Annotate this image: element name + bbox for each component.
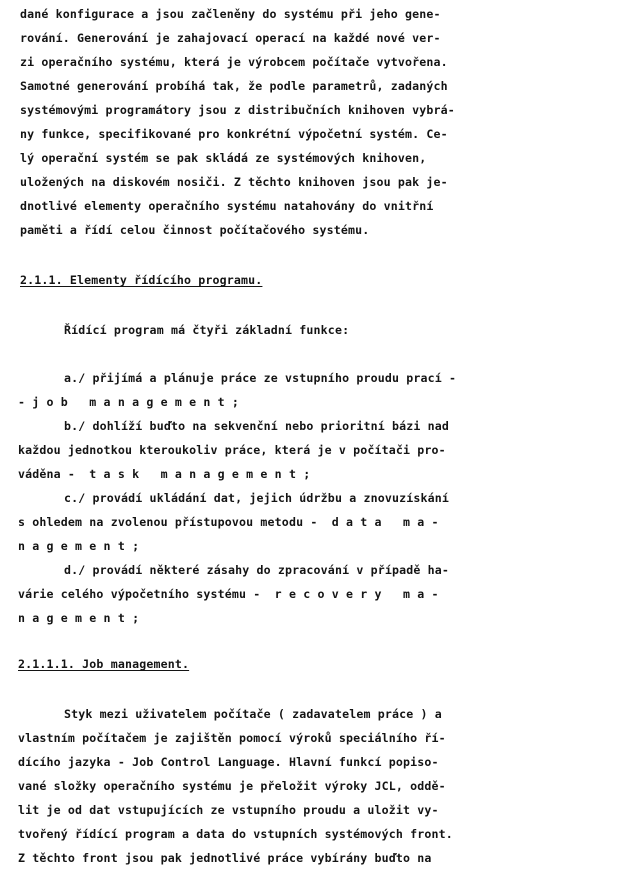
paragraph-1-line: dané konfigurace a jsou začleněny do systému při jeho gene-	[20, 7, 441, 21]
paragraph-2-line: Z těchto front jsou pak jednotlivé práce vybírány buďto na	[18, 851, 432, 865]
paragraph-1-line: uložených na diskovém nosiči. Z těchto knihoven jsou pak je-	[20, 175, 448, 189]
intro-sentence: Řídící program má čtyři základní funkce:	[64, 323, 350, 337]
paragraph-1-line: dnotlivé elementy operačního systému natahovány do vnitřní	[20, 199, 434, 213]
paragraph-1-line: rování. Generování je zahajovací operací na každé nové ver-	[20, 31, 441, 45]
paragraph-2-line: Styk mezi uživatelem počítače ( zadavatelem práce ) a	[64, 707, 442, 721]
paragraph-1-line: paměti a řídí celou činnost počítačového systému.	[20, 223, 370, 237]
paragraph-2-line: vané složky operačního systému je přeložit výroky JCL, oddě-	[18, 779, 446, 793]
list-item-line: s ohledem na zvolenou přístupovou metodu - d a t a m a -	[18, 515, 439, 529]
list-item-line: c./ provádí ukládání dat, jejich údržbu a znovuzískání	[64, 491, 450, 505]
paragraph-1-line: ny funkce, specifikované pro konkrétní výpočetní systém. Ce-	[20, 127, 448, 141]
list-item-line: várie celého výpočetního systému - r e c o v e r y m a -	[18, 587, 439, 601]
paragraph-2-line: tvořený řídící program a data do vstupních systémových front.	[18, 827, 453, 841]
list-item-line: n a g e m e n t ;	[18, 611, 140, 625]
list-item-line: n a g e m e n t ;	[18, 539, 140, 553]
paragraph-2-line: dícího jazyka - Job Control Language. Hlavní funkcí popiso-	[18, 755, 439, 769]
paragraph-2-line: vlastním počítačem je zajištěn pomocí výroků speciálního ří-	[18, 731, 446, 745]
paragraph-2-line: lit je od dat vstupujících ze vstupního proudu a uložit vy-	[18, 803, 439, 817]
paragraph-1-line: systémovými programátory jsou z distribučních knihoven vybrá-	[20, 103, 455, 117]
paragraph-1-line: lý operační systém se pak skládá ze systémových knihoven,	[20, 151, 427, 165]
list-item-line: váděna - t a s k m a n a g e m e n t ;	[18, 467, 311, 481]
subsection-heading: 2.1.1.1. Job management.	[18, 657, 190, 671]
paragraph-1-line: Samotné generování probíhá tak, že podle parametrů, zadaných	[20, 79, 448, 93]
paragraph-1-line: zi operačního systému, která je výrobcem počítače vytvořena.	[20, 55, 448, 69]
list-item-line: každou jednotkou kteroukoliv práce, která je v počítači pro-	[18, 443, 446, 457]
list-item-line: - j o b m a n a g e m e n t ;	[18, 395, 240, 409]
list-item-line: b./ dohlíží buďto na sekvenční nebo prioritní bázi nad	[64, 419, 450, 433]
list-item-line: d./ provádí některé zásahy do zpracování v případě ha-	[64, 563, 450, 577]
section-heading: 2.1.1. Elementy řídícího programu.	[20, 273, 263, 287]
list-item-line: a./ přijímá a plánuje práce ze vstupního proudu prací -	[64, 371, 457, 385]
